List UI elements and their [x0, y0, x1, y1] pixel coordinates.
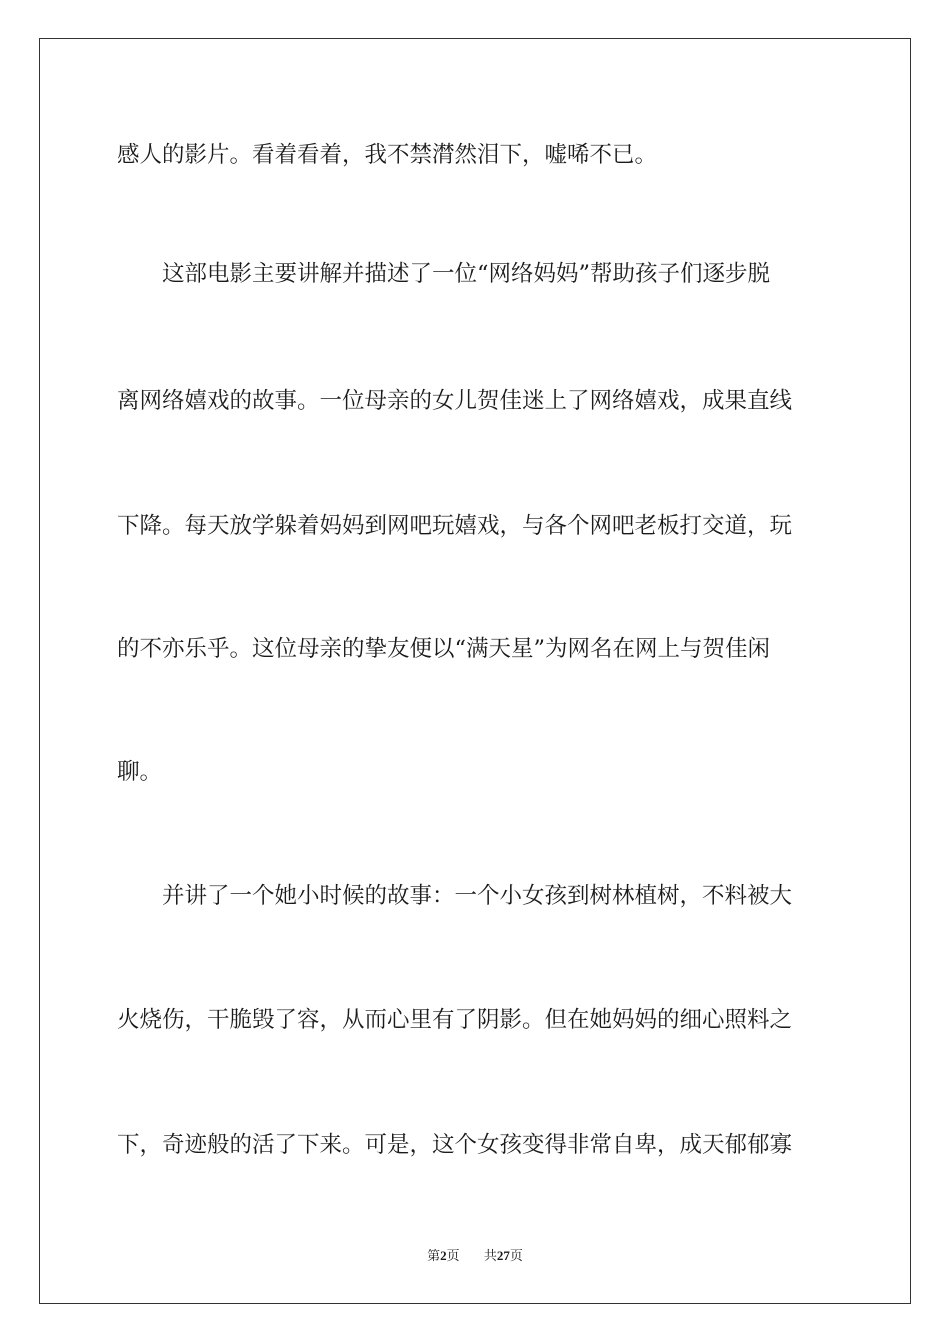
text-line-1: 感人的影片。看着看着，我不禁潸然泪下，嘘唏不已。 [117, 142, 658, 168]
text-line-6: 聊。 [117, 759, 163, 785]
total-pages-label: 共27页 [483, 1248, 523, 1264]
text-line-3: 离网络嬉戏的故事。一位母亲的女儿贺佳迷上了网络嬉戏，成果直线 [117, 388, 793, 414]
page-number: 2 [440, 1248, 447, 1263]
page-footer [0, 1247, 950, 1266]
text-line-7: 并讲了一个她小时候的故事：一个小女孩到树林植树，不料被大 [117, 883, 793, 909]
text-line-2: 这部电影主要讲解并描述了一位“网络妈妈”帮助孩子们逐步脱 [117, 261, 771, 287]
text-line-8: 火烧伤，干脆毁了容，从而心里有了阴影。但在她妈妈的细心照料之 [117, 1007, 793, 1033]
text-line-9: 下，奇迹般的活了下来。可是，这个女孩变得非常自卑，成天郁郁寡 [117, 1132, 793, 1158]
page-border [39, 38, 911, 1304]
total-pages: 27 [496, 1248, 510, 1263]
page-label: 第2页 [427, 1248, 460, 1264]
text-line-4: 下降。每天放学躲着妈妈到网吧玩嬉戏，与各个网吧老板打交道，玩 [117, 513, 793, 539]
text-line-5: 的不亦乐乎。这位母亲的挚友便以“满天星”为网名在网上与贺佳闲 [117, 636, 771, 662]
